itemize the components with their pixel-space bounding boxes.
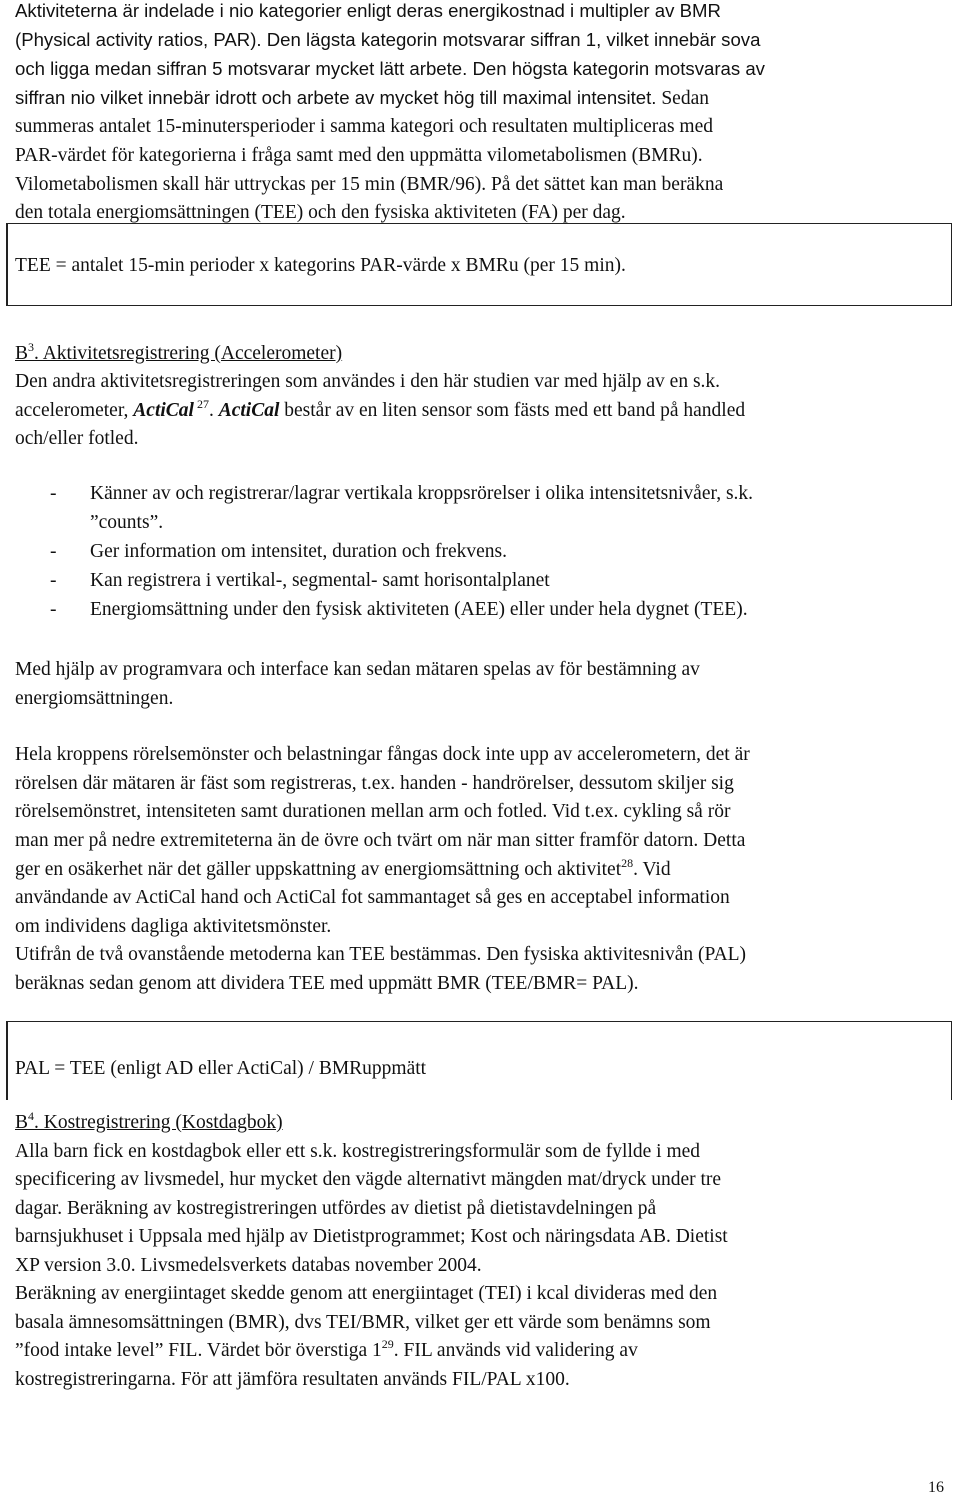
list-item [50,479,940,537]
text-line: rörelsemönstret, intensiteten samt durationen mellan arm och fotled. Vid t.ex. cykling så rör [15,801,731,822]
formula-tee: TEE = antalet 15-min perioder x kategorins PAR-värde x BMRu (per 15 min). [15,255,626,276]
text-line: (Physical activity ratios, PAR). Den lägsta kategorin motsvarar siffran 1, vilket innebär sova [15,29,761,50]
text-line [15,396,950,425]
text-line: och ligga medan siffran 5 motsvarar mycket lätt arbete. Den högsta kategorin motsvaras av [15,58,765,79]
text-line [15,1336,950,1365]
section-heading-b3 [15,339,950,368]
text-line: Med hjälp av programvara och interface kan sedan mätaren spelas av för bestämning av [15,659,700,680]
list-item-text: Känner av och registrerar/lagrar vertikala kroppsrörelser i olika intensitetsnivåer, s.k. [90,483,754,504]
text-span: siffran nio vilket innebär idrott och arbete av mycket hög till maximal intensitet. [15,87,657,108]
list-item-text: Kan registrera i vertikal-, segmental- samt horisontalplanet [90,570,550,591]
text-span: . Vid [633,859,671,880]
text-span: Sedan [656,88,709,109]
box-border [951,224,953,305]
page-number: 16 [928,1479,944,1496]
text-line: dagar. Beräkning av kostregistreringen utfördes av dietist på dietistavdelningen på [15,1198,657,1219]
text-span: . [208,400,219,421]
text-line: Vilometabolismen skall här uttryckas per 15 min (BMR/96). På det sättet kan man beräkna [15,174,724,195]
box-border [951,1022,953,1100]
section-heading-b4 [15,1108,950,1137]
footnote-ref: 4 [28,1108,35,1123]
footnote-ref: 3 [28,339,35,354]
footnote-ref: 29 [381,1336,394,1351]
text-line: och/eller fotled. [15,428,139,449]
text-line: XP version 3.0. Livsmedelsverkets databas november 2004. [15,1255,482,1276]
text-line: Hela kroppens rörelsemönster och belastningar fångas dock inte upp av accelerometern, det är [15,744,750,765]
heading-title: . Kostregistrering (Kostdagbok) [34,1112,283,1133]
list-item-text: Energiomsättning under den fysisk aktiviteten (AEE) eller under hela dygnet (TEE). [90,599,748,620]
list-item [50,566,940,595]
text-line: barnsjukhuset i Uppsala med hjälp av Dietistprogrammet; Kost och näringsdata AB. Dietist [15,1226,728,1247]
actical-term: ActiCal [133,400,194,421]
text-line: om individens dagliga aktivitetsmönster. [15,916,332,937]
formula-box-pal [6,1021,952,1100]
feature-list [50,479,940,624]
heading-prefix: B [15,1112,29,1133]
text-line: Alla barn fick en kostdagbok eller ett s.k. kostregistreringsformulär som de fyllde i med [15,1141,701,1162]
text-line: PAR-värdet för kategorierna i fråga samt med den uppmätta vilometabolismen (BMRu). [15,145,703,166]
text-span: accelerometer, [15,400,134,421]
text-line: energiomsättningen. [15,688,174,709]
text-line: den totala energiomsättningen (TEE) och den fysiska aktiviteten (FA) per dag. [15,202,626,223]
list-item-text: ”counts”. [90,512,164,533]
list-item [50,537,940,566]
actical-term: ActiCal [218,400,280,421]
text-line: specificering av livsmedel, hur mycket den vägde alternativt mängden mat/dryck under tre [15,1169,722,1190]
text-line: Aktiviteterna är indelade i nio kategorier enligt deras energikostnad i multipler av BMR [15,0,721,21]
text-span: består av en liten sensor som fästs med ett band på handled [279,400,746,421]
heading-title: . Aktivitetsregistrering (Accelerometer) [34,343,343,364]
text-line [15,855,950,884]
text-line: man mer på nedre extremiteterna än de övre och tvärt om när man sitter framför datorn. Detta [15,830,746,851]
text-line: summeras antalet 15-minutersperioder i samma kategori och resultaten multipliceras med [15,116,713,137]
heading-prefix: B [15,343,29,364]
text-span: ger en osäkerhet när det gäller uppskattning av energiomsättning och aktivitet [15,859,622,880]
text-line: basala ämnesomsättningen (BMR), dvs TEI/BMR, vilket ger ett värde som benämns som [15,1312,711,1333]
text-line: beräknas sedan genom att dividera TEE med uppmätt BMR (TEE/BMR= PAL). [15,973,639,994]
text-line: kostregistreringarna. För att jämföra resultaten används FIL/PAL x100. [15,1369,570,1390]
text-span: ”food intake level” FIL. Värdet bör överstiga 1 [15,1340,382,1361]
text-line: rörelsen där mätaren är fäst som registreras, t.ex. handen - handrörelser, dessutom skiljer sig [15,773,734,794]
text-line: Den andra aktivitetsregistreringen som användes i den här studien var med hjälp av en s.k. [15,371,721,392]
text-line: användande av ActiCal hand och ActiCal fot sammantaget så ges en acceptabel information [15,887,730,908]
dash-bullet: - [50,570,57,591]
formula-box-tee [6,223,952,306]
footnote-ref: 28 [621,855,634,870]
dash-bullet: - [50,599,57,620]
list-item [50,595,940,624]
text-span: . FIL används vid validering av [393,1340,638,1361]
text-line: Beräkning av energiintaget skedde genom att energiintaget (TEI) i kcal divideras med den [15,1283,718,1304]
footnote-ref: 27 [193,396,209,411]
text-line [15,83,950,113]
formula-pal: PAL = TEE (enligt AD eller ActiCal) / BMRuppmätt [15,1058,427,1079]
text-line: Utifrån de två ovanstående metoderna kan TEE bestämmas. Den fysiska aktivitesnivån (PAL) [15,944,747,965]
dash-bullet: - [50,483,57,504]
list-item-text: Ger information om intensitet, duration och frekvens. [90,541,507,562]
dash-bullet: - [50,541,57,562]
box-border [6,224,8,305]
box-border [6,1022,8,1100]
